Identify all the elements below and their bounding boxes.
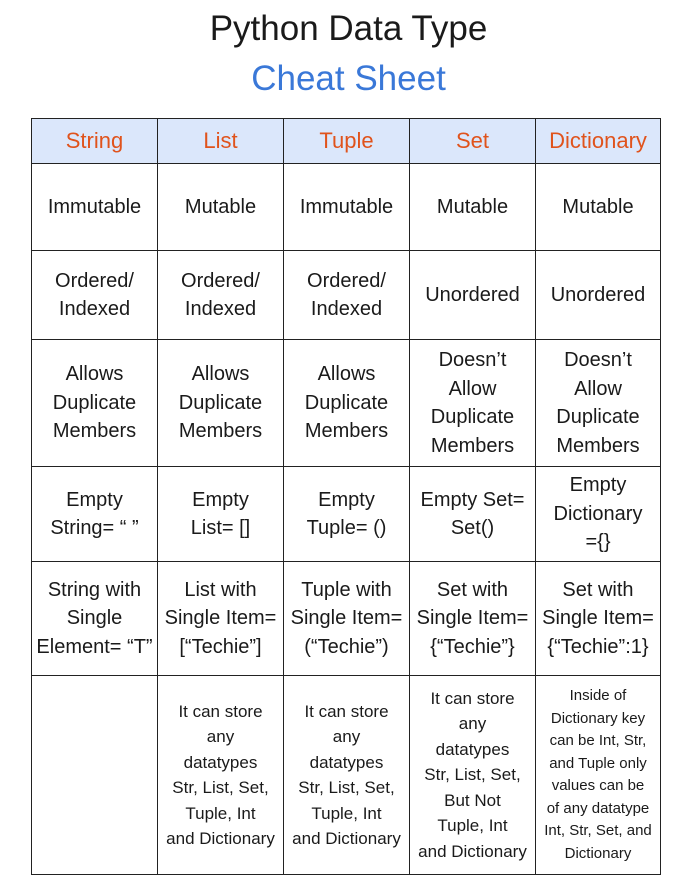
column-header-list: List — [158, 119, 284, 164]
table-cell — [284, 251, 410, 340]
table-cell — [410, 340, 536, 467]
table-cell — [284, 340, 410, 467]
table-cell — [158, 676, 284, 875]
cell-text: Allows Duplicate Members — [178, 363, 263, 443]
table-cell — [536, 251, 661, 340]
cell-text: Empty String= “ ” — [50, 488, 139, 539]
table-cell — [32, 467, 158, 562]
table-cell — [536, 676, 661, 875]
table-row-duplicates — [32, 340, 661, 467]
cell-text: It can store any datatypes Str, List, Set, Tuple, Int and Dictionary — [292, 701, 401, 848]
cell-text: Ordered/ Indexed — [55, 269, 134, 320]
table-cell — [284, 164, 410, 251]
cell-text: Tuple with Single Item= (“Techie”) — [290, 578, 403, 658]
table-cell — [410, 251, 536, 340]
table-cell — [536, 340, 661, 467]
column-header-dictionary: Dictionary — [536, 119, 661, 164]
page-title: Python Data Type — [209, 9, 488, 48]
cell-text: String with Single Element= “T” — [36, 578, 153, 658]
table-cell — [410, 467, 536, 562]
table-cell — [158, 164, 284, 251]
cell-text: Allows Duplicate Members — [52, 363, 137, 443]
cell-text: Ordered/ Indexed — [181, 269, 260, 320]
table-cell — [536, 164, 661, 251]
column-header-tuple: Tuple — [284, 119, 410, 164]
table-cell — [284, 562, 410, 676]
table-cell — [284, 676, 410, 875]
table-cell — [32, 562, 158, 676]
cell-text: Inside of Dictionary key can be Int, Str, and Tuple only values can be of any datatype Int, Str, Set, and Dictionary — [544, 687, 652, 862]
cell-text: Mutable — [562, 195, 634, 218]
data-type-table — [31, 118, 661, 875]
cell-text: Unordered — [550, 283, 646, 306]
table-row-ordering — [32, 251, 661, 340]
cell-text: Allows Duplicate Members — [304, 363, 389, 443]
column-header-set: Set — [410, 119, 536, 164]
cell-text: Set with Single Item= {“Techie”:1} — [542, 578, 654, 658]
table-row-storable-types — [32, 676, 661, 875]
cell-text: Mutable — [436, 195, 509, 218]
table-cell — [32, 251, 158, 340]
cell-text: It can store any datatypes Str, List, Set, But Not Tuple, Int and Dictionary — [418, 688, 527, 861]
table-cell — [410, 562, 536, 676]
table-row-mutability — [32, 164, 661, 251]
cell-text: Empty Set= Set() — [420, 488, 525, 539]
cell-text: Empty Tuple= () — [306, 488, 387, 539]
table-cell — [32, 340, 158, 467]
header-row — [32, 119, 661, 164]
table-cell — [536, 467, 661, 562]
cell-text: Doesn’t Allow Duplicate Members — [556, 349, 640, 457]
cell-text: Unordered — [425, 283, 520, 306]
cell-text: Doesn’t Allow Duplicate Members — [430, 349, 515, 457]
table-cell — [536, 562, 661, 676]
table-cell — [410, 676, 536, 875]
table-cell — [410, 164, 536, 251]
page-subtitle: Cheat Sheet — [251, 59, 446, 98]
cell-text: Empty List= [] — [190, 488, 251, 539]
cell-text: Ordered/ Indexed — [307, 269, 386, 320]
table-cell — [284, 467, 410, 562]
cell-text: List with Single Item= [“Techie”] — [164, 578, 277, 658]
column-header-string: String — [32, 119, 158, 164]
cell-text: Immutable — [47, 195, 142, 218]
cell-text: Set with Single Item= {“Techie”} — [416, 578, 529, 658]
cell-text: Immutable — [299, 195, 394, 218]
table-cell — [32, 676, 158, 875]
table-cell — [158, 340, 284, 467]
table-cell — [158, 467, 284, 562]
table-row-empty — [32, 467, 661, 562]
table-cell — [32, 164, 158, 251]
cell-text: It can store any datatypes Str, List, Set, Tuple, Int and Dictionary — [166, 701, 275, 848]
table-cell — [158, 562, 284, 676]
cell-text: Empty Dictionary ={} — [553, 474, 643, 554]
table-row-single-item — [32, 562, 661, 676]
cell-text: Mutable — [184, 195, 257, 218]
table-cell — [158, 251, 284, 340]
